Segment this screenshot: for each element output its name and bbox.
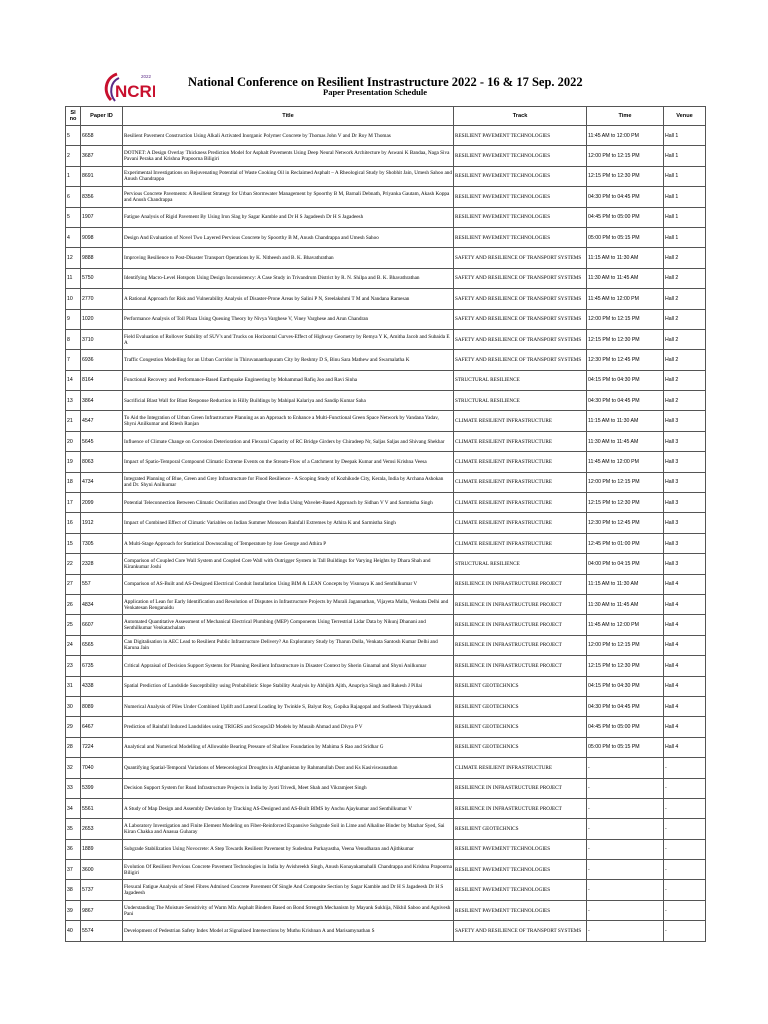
cell-sl-no: 31: [66, 676, 81, 696]
cell-time: 12:45 PM to 01:00 PM: [587, 533, 664, 553]
cell-venue: Hall 2: [664, 370, 706, 390]
cell-sl-no: 37: [66, 860, 81, 880]
cell-title: Pervious Concrete Pavements: A Resilient Strategy for Urban Stormwater Management by Spoorthy B M, Barnali Debnath, Priyanka Gautam, Akash Koppa and Anush Chandrappa: [123, 187, 454, 207]
cell-track: CLIMATE RESILIENT INFRASTRUCTURE: [454, 493, 587, 513]
cell-paper-id: 5737: [81, 880, 123, 900]
cell-venue: Hall 2: [664, 350, 706, 370]
cell-title: Subgrade Stabilization Using Novocrete: A Step Towards Resilient Pavement by Sudeshna Purkayastha, Veena Venudharan and Ajithkumar: [123, 839, 454, 859]
cell-title: Field Evaluation of Rollover Stability of SUV's and Trucks on Horizontal Curves-Effect of Highway Geometry by Remya Y K, Amitha Jacob and Subaida E A: [123, 329, 454, 349]
cell-paper-id: 8356: [81, 187, 123, 207]
cell-venue: Hall 2: [664, 309, 706, 329]
table-row: [66, 411, 706, 431]
cell-sl-no: 35: [66, 819, 81, 839]
cell-time: -: [587, 758, 664, 778]
cell-title: Flexural Fatigue Analysis of Steel Fibres Admixed Concrete Pavement Of Single And Composite Section by Sagar Kamble and Dr H S Jagadeesh Dr H S Jagadeesh: [123, 880, 454, 900]
cell-paper-id: 1912: [81, 513, 123, 533]
cell-track: RESILIENCE IN INFRASTRUCTURE PROJECT: [454, 594, 587, 614]
cell-venue: Hall 3: [664, 493, 706, 513]
cell-sl-no: 6: [66, 187, 81, 207]
cell-time: 11:45 AM to 12:00 PM: [587, 126, 664, 146]
cell-paper-id: 8089: [81, 696, 123, 716]
col-track: Track: [454, 107, 587, 126]
cell-venue: Hall 3: [664, 411, 706, 431]
cell-track: CLIMATE RESILIENT INFRASTRUCTURE: [454, 513, 587, 533]
col-venue: Venue: [664, 107, 706, 126]
cell-paper-id: 9867: [81, 900, 123, 920]
logo-year: 2022: [141, 74, 152, 79]
cell-sl-no: 33: [66, 778, 81, 798]
cell-sl-no: 40: [66, 921, 81, 941]
cell-paper-id: 2770: [81, 289, 123, 309]
cell-title: Improving Resilience to Post-Disaster Transport Operations by K. Nitheesh and B. K. Bhavathrathan: [123, 248, 454, 268]
schedule-subtitle: Paper Presentation Schedule: [323, 87, 428, 97]
table-row: [66, 431, 706, 451]
cell-sl-no: 28: [66, 737, 81, 757]
table-row: [66, 391, 706, 411]
cell-title: A Rational Approach for Risk and Vulnerability Analysis of Disaster-Prone Areas by Salini P N, Sreelakshmi T M and Nandana Ramesan: [123, 289, 454, 309]
schedule-sheet: [65, 65, 705, 945]
cell-track: RESILIENT PAVEMENT TECHNOLOGIES: [454, 126, 587, 146]
cell-paper-id: 6735: [81, 656, 123, 676]
cell-track: RESILIENT PAVEMENT TECHNOLOGIES: [454, 187, 587, 207]
table-row: [66, 676, 706, 696]
table-row: [66, 717, 706, 737]
cell-title: Integrated Planning of Blue, Green and Grey Infrastructure for Flood Resilience - A Scoping Study of Kozhikode City, Kerala, India by Archana Ashokan and Dr. Shyni Anilkumar: [123, 472, 454, 492]
cell-sl-no: 19: [66, 452, 81, 472]
cell-time: -: [587, 819, 664, 839]
cell-sl-no: 39: [66, 900, 81, 920]
cell-track: SAFETY AND RESILIENCE OF TRANSPORT SYSTEMS: [454, 329, 587, 349]
col-time: Time: [587, 107, 664, 126]
cell-venue: Hall 1: [664, 207, 706, 227]
cell-track: RESILIENT GEOTECHNICS: [454, 819, 587, 839]
cell-paper-id: 2653: [81, 819, 123, 839]
cell-venue: Hall 2: [664, 248, 706, 268]
cell-track: RESILIENCE IN INFRASTRUCTURE PROJECT: [454, 635, 587, 655]
cell-sl-no: 38: [66, 880, 81, 900]
cell-venue: -: [664, 880, 706, 900]
cell-venue: Hall 1: [664, 227, 706, 247]
table-row: [66, 166, 706, 186]
cell-track: CLIMATE RESILIENT INFRASTRUCTURE: [454, 431, 587, 451]
cell-time: -: [587, 900, 664, 920]
cell-sl-no: 24: [66, 635, 81, 655]
cell-time: 11:15 AM to 11:30 AM: [587, 411, 664, 431]
table-row: [66, 187, 706, 207]
cell-sl-no: 27: [66, 574, 81, 594]
schedule-table: [65, 106, 706, 942]
cell-venue: Hall 2: [664, 289, 706, 309]
cell-venue: Hall 2: [664, 391, 706, 411]
cell-paper-id: 1889: [81, 839, 123, 859]
cell-sl-no: 10: [66, 289, 81, 309]
cell-time: 12:30 PM to 12:45 PM: [587, 350, 664, 370]
cell-sl-no: 21: [66, 411, 81, 431]
cell-track: CLIMATE RESILIENT INFRASTRUCTURE: [454, 411, 587, 431]
cell-sl-no: 4: [66, 227, 81, 247]
cell-venue: Hall 1: [664, 187, 706, 207]
cell-venue: Hall 2: [664, 329, 706, 349]
cell-time: 11:45 AM to 12:00 PM: [587, 289, 664, 309]
cell-title: Potential Teleconnection Between Climatic Oscillation and Drought Over India Using Wavelet-Based Approach by Sidhan V V and Sarmistha Singh: [123, 493, 454, 513]
cell-track: SAFETY AND RESILIENCE OF TRANSPORT SYSTEMS: [454, 350, 587, 370]
cell-track: RESILIENCE IN INFRASTRUCTURE PROJECT: [454, 798, 587, 818]
cell-sl-no: 18: [66, 472, 81, 492]
cell-paper-id: 6936: [81, 350, 123, 370]
table-row: [66, 533, 706, 553]
cell-time: 12:15 PM to 12:30 PM: [587, 656, 664, 676]
cell-track: RESILIENCE IN INFRASTRUCTURE PROJECT: [454, 574, 587, 594]
cell-sl-no: 36: [66, 839, 81, 859]
cell-time: 11:30 AM to 11:45 AM: [587, 431, 664, 451]
cell-time: -: [587, 778, 664, 798]
cell-title: Fatigue Analysis of Rigid Pavement By Using Iron Slag by Sagar Kamble and Dr H S Jagadeesh Dr H S Jagadeesh: [123, 207, 454, 227]
cell-title: Quantifying Spatial-Temporal Variations of Meteorological Droughts in Afghanistan by Rahmatullah Dost and Ks Kasiviswanathan: [123, 758, 454, 778]
table-row: [66, 798, 706, 818]
cell-time: 12:15 PM to 12:30 PM: [587, 493, 664, 513]
cell-paper-id: 8164: [81, 370, 123, 390]
cell-venue: -: [664, 758, 706, 778]
table-row: [66, 513, 706, 533]
cell-paper-id: 5750: [81, 268, 123, 288]
cell-time: 12:15 PM to 12:30 PM: [587, 329, 664, 349]
table-row: [66, 472, 706, 492]
cell-title: Impact of Combined Effect of Climatic Variables on Indian Summer Monsoon Rainfall Extremes by Athira K and Sarmistha Singh: [123, 513, 454, 533]
cell-track: CLIMATE RESILIENT INFRASTRUCTURE: [454, 472, 587, 492]
cell-time: 05:00 PM to 05:15 PM: [587, 227, 664, 247]
cell-paper-id: 6467: [81, 717, 123, 737]
cell-sl-no: 22: [66, 554, 81, 574]
cell-track: CLIMATE RESILIENT INFRASTRUCTURE: [454, 452, 587, 472]
cell-sl-no: 7: [66, 350, 81, 370]
cell-venue: Hall 4: [664, 737, 706, 757]
cell-track: STRUCTURAL RESILIENCE: [454, 554, 587, 574]
cell-sl-no: 23: [66, 656, 81, 676]
cell-paper-id: 6565: [81, 635, 123, 655]
cell-venue: -: [664, 921, 706, 941]
cell-paper-id: 4834: [81, 594, 123, 614]
cell-title: Traffic Congestion Modelling for an Urban Corridor in Thiruvananthapuram City by Reshmy D S, Binu Sara Mathew and Swarnalatha K: [123, 350, 454, 370]
conference-title: National Conference on Resilient Instrastructure 2022 - 16 & 17 Sep. 2022: [188, 75, 583, 89]
cell-time: 04:30 PM to 04:45 PM: [587, 391, 664, 411]
cell-paper-id: 7224: [81, 737, 123, 757]
cell-venue: Hall 4: [664, 635, 706, 655]
cell-venue: Hall 3: [664, 513, 706, 533]
cell-venue: Hall 4: [664, 676, 706, 696]
cell-paper-id: 2328: [81, 554, 123, 574]
table-row: [66, 126, 706, 146]
logo-mark-icon: [101, 70, 155, 104]
cell-sl-no: 25: [66, 615, 81, 635]
table-row: [66, 839, 706, 859]
cell-paper-id: 7040: [81, 758, 123, 778]
cell-track: RESILIENCE IN INFRASTRUCTURE PROJECT: [454, 778, 587, 798]
logo-text: NCRI: [115, 82, 155, 101]
cell-title: Functional Recovery and Performance-Based Earthquake Engineering by Mohammad Rafiq Joo and Ravi Sinha: [123, 370, 454, 390]
cell-paper-id: 3710: [81, 329, 123, 349]
cell-track: RESILIENCE IN INFRASTRUCTURE PROJECT: [454, 615, 587, 635]
cell-track: RESILIENT GEOTECHNICS: [454, 717, 587, 737]
cell-track: SAFETY AND RESILIENCE OF TRANSPORT SYSTEMS: [454, 289, 587, 309]
cell-venue: Hall 4: [664, 615, 706, 635]
table-row: [66, 227, 706, 247]
cell-track: SAFETY AND RESILIENCE OF TRANSPORT SYSTEMS: [454, 268, 587, 288]
cell-title: Evolution Of Resilient Pervious Concrete Pavement Technologies in India by Avishreekh Singh, Anush Konayakamahalli Chandrappa and Krishna Prapoorna Biligiri: [123, 860, 454, 880]
cell-paper-id: 5399: [81, 778, 123, 798]
cell-title: Identifying Macro-Level Hotspots Using Design Inconsistency: A Case Study in Trivandrum District by R. N. Shilpa and B. K. Bhavathrathan: [123, 268, 454, 288]
cell-title: Critical Appraisal of Decision Support Systems for Planning Resilient Infrastructure in Disaster Context by Sherin Ginamal and Shyni Anilkumar: [123, 656, 454, 676]
cell-track: SAFETY AND RESILIENCE OF TRANSPORT SYSTEMS: [454, 921, 587, 941]
cell-venue: Hall 4: [664, 594, 706, 614]
cell-venue: Hall 3: [664, 452, 706, 472]
cell-sl-no: 8: [66, 329, 81, 349]
table-row: [66, 921, 706, 941]
cell-title: Performance Analysis of Toll Plaza Using Queuing Theory by Nivya Varghese V, Viney Varghese and Arun Chandran: [123, 309, 454, 329]
cell-track: RESILIENT PAVEMENT TECHNOLOGIES: [454, 880, 587, 900]
cell-track: RESILIENT PAVEMENT TECHNOLOGIES: [454, 839, 587, 859]
cell-time: 11:15 AM to 11:30 AM: [587, 574, 664, 594]
cell-title: Spatial Prediction of Landslide Susceptibility using Probabilistic Slope Stability Analysis by Abhijith Ajith, Anupriya Singh and Rakesh J Pillai: [123, 676, 454, 696]
col-paper-id: Paper ID: [81, 107, 123, 126]
cell-time: 12:15 PM to 12:30 PM: [587, 166, 664, 186]
cell-venue: -: [664, 860, 706, 880]
cell-sl-no: 11: [66, 268, 81, 288]
ncri-logo: [101, 70, 155, 104]
cell-time: -: [587, 921, 664, 941]
cell-time: 12:00 PM to 12:15 PM: [587, 472, 664, 492]
cell-title: A Multi-Stage Approach for Statistical Downscaling of Temperature by Jose George and Athira P: [123, 533, 454, 553]
cell-sl-no: 17: [66, 493, 81, 513]
cell-time: 12:00 PM to 12:15 PM: [587, 309, 664, 329]
cell-title: Understanding The Moisture Sensitivity of Warm Mix Asphalt Binders Based on Bond Strength Mechanism by Mayank Sukhija, Nikhil Saboo and Agnivesh Pani: [123, 900, 454, 920]
cell-paper-id: 7305: [81, 533, 123, 553]
cell-track: RESILIENT PAVEMENT TECHNOLOGIES: [454, 166, 587, 186]
cell-sl-no: 20: [66, 431, 81, 451]
cell-venue: -: [664, 778, 706, 798]
cell-venue: Hall 4: [664, 696, 706, 716]
cell-paper-id: 6607: [81, 615, 123, 635]
cell-time: 11:15 AM to 11:30 AM: [587, 248, 664, 268]
cell-venue: Hall 1: [664, 126, 706, 146]
cell-venue: Hall 1: [664, 166, 706, 186]
cell-paper-id: 1020: [81, 309, 123, 329]
cell-paper-id: 8063: [81, 452, 123, 472]
cell-track: RESILIENT GEOTECHNICS: [454, 737, 587, 757]
cell-venue: Hall 1: [664, 146, 706, 166]
table-row: [66, 493, 706, 513]
cell-sl-no: 15: [66, 533, 81, 553]
table-row: [66, 574, 706, 594]
cell-venue: Hall 4: [664, 656, 706, 676]
cell-venue: Hall 3: [664, 554, 706, 574]
table-row: [66, 309, 706, 329]
table-row: [66, 146, 706, 166]
cell-title: Comparison of AS-Built and AS-Designed Electrical Conduit Installation Using BIM & LEAN Concepts by Visnnaya K and Senthilkumar V: [123, 574, 454, 594]
cell-sl-no: 32: [66, 758, 81, 778]
table-row: [66, 289, 706, 309]
table-row: [66, 615, 706, 635]
cell-sl-no: 12: [66, 248, 81, 268]
table-row: [66, 656, 706, 676]
cell-sl-no: 2: [66, 146, 81, 166]
cell-track: RESILIENT PAVEMENT TECHNOLOGIES: [454, 207, 587, 227]
table-row: [66, 370, 706, 390]
cell-title: Application of Lean for Early Identification and Resolution of Disputes in Infrastructure Projects by Murali Jagannathan, Vijayeta Malla, Venkata Delhi and Venkatesan Renganaidu: [123, 594, 454, 614]
cell-title: Design And Evaluation of Novel Two Layered Pervious Concrete by Spoorthy B M, Anush Chandrappa and Umesh Sahoo: [123, 227, 454, 247]
cell-track: RESILIENT GEOTECHNICS: [454, 676, 587, 696]
table-row: [66, 452, 706, 472]
cell-track: CLIMATE RESILIENT INFRASTRUCTURE: [454, 533, 587, 553]
table-row: [66, 554, 706, 574]
cell-paper-id: 4734: [81, 472, 123, 492]
table-header-row: [66, 107, 706, 126]
cell-paper-id: 9888: [81, 248, 123, 268]
table-row: [66, 819, 706, 839]
cell-paper-id: 8691: [81, 166, 123, 186]
cell-title: Development of Pedestrian Safety Index Model at Signalized Intersections by Muthu Krishnan A and Marisamynathan S: [123, 921, 454, 941]
cell-title: Comparison of Coupled Core Wall System and Coupled Core Wall with Outrigger System in Tall Buildings for Varying Heights by Dhara Shah and Kirankumar Joshi: [123, 554, 454, 574]
cell-time: 04:00 PM to 04:15 PM: [587, 554, 664, 574]
cell-title: To Aid the Integration of Urban Green Infrastructure Planning as an Approach to Enhance a Multi-Functional Green Space Network by Vandana Yadav, Shyni Anilkumar and Ritesh Ranjan: [123, 411, 454, 431]
table-row: [66, 778, 706, 798]
cell-track: RESILIENT GEOTECHNICS: [454, 696, 587, 716]
cell-track: RESILIENT PAVEMENT TECHNOLOGIES: [454, 146, 587, 166]
cell-title: Prediction of Rainfall Induced Landslides using TRIGRS and Scoops3D Models by Musaib Ahmad and Divya P V: [123, 717, 454, 737]
cell-venue: Hall 3: [664, 533, 706, 553]
cell-title: A Study of Map Design and Assembly Deviation by Tracking AS-Designed and AS-Built BIMS by Anchu Ajaykumar and Senthilkumar V: [123, 798, 454, 818]
cell-paper-id: 5574: [81, 921, 123, 941]
cell-track: RESILIENCE IN INFRASTRUCTURE PROJECT: [454, 656, 587, 676]
cell-venue: Hall 4: [664, 717, 706, 737]
cell-sl-no: 13: [66, 391, 81, 411]
cell-title: DOTNET: A Design Overlay Thickness Prediction Model for Asphalt Pavements Using Deep Neural Network Architecture by Aswani K Bandaa, Naga Siva Pavani Peraka and Krishna Prapoorna Biligiri: [123, 146, 454, 166]
cell-time: 05:00 PM to 05:15 PM: [587, 737, 664, 757]
cell-title: Influence of Climate Change on Corrosion Deterioration and Flexural Capacity of RC Bridge Girders by Chiradeep Nr, Saljas Saljas and Shivang Shekhar: [123, 431, 454, 451]
cell-venue: -: [664, 798, 706, 818]
cell-time: 04:30 PM to 04:45 PM: [587, 187, 664, 207]
cell-time: 04:15 PM to 04:30 PM: [587, 676, 664, 696]
cell-title: Can Digitalisation in AEC Lead to Resilient Public Infrastructure Delivery? An Exploratory Study by Tharun Dolla, Venkata Santosh Kumar Delhi and Karuna Jain: [123, 635, 454, 655]
cell-venue: -: [664, 819, 706, 839]
cell-paper-id: 5561: [81, 798, 123, 818]
cell-sl-no: 5: [66, 126, 81, 146]
table-row: [66, 248, 706, 268]
cell-time: -: [587, 880, 664, 900]
cell-sl-no: 30: [66, 696, 81, 716]
cell-title: Experimental Investigations on Rejuvenating Potential of Waste Cooking Oil in Reclaimed Asphalt – A Rheological Study by Shobhit Jain, Umesh Sahoo and Anush Chandrappa: [123, 166, 454, 186]
cell-time: -: [587, 839, 664, 859]
cell-title: Impact of Spatio-Temporal Compound Climatic Extreme Events on the Stream-Flow of a Catchment by Deepak Kumar and Vemsi Krishna Veesa: [123, 452, 454, 472]
col-sl-no: Sl no: [66, 107, 81, 126]
cell-time: 11:30 AM to 11:45 AM: [587, 594, 664, 614]
cell-sl-no: 16: [66, 513, 81, 533]
cell-paper-id: 3864: [81, 391, 123, 411]
cell-venue: Hall 2: [664, 268, 706, 288]
table-row: [66, 758, 706, 778]
cell-title: Numerical Analysis of Piles Under Combined Uplift and Lateral Loading by Twinkle S, Balyut Roy, Gopika Rajagopal and Sudheesh Thiyyakkandi: [123, 696, 454, 716]
cell-time: 11:45 AM to 12:00 PM: [587, 615, 664, 635]
table-row: [66, 860, 706, 880]
cell-time: 04:15 PM to 04:30 PM: [587, 370, 664, 390]
table-row: [66, 350, 706, 370]
table-row: [66, 880, 706, 900]
cell-title: Decision Support System for Road Infrastructure Projects in India by Jyoti Trivedi, Meet Shah and Vikramjeet Singh: [123, 778, 454, 798]
cell-time: 11:45 AM to 12:00 PM: [587, 452, 664, 472]
cell-venue: Hall 3: [664, 472, 706, 492]
cell-title: Automated Quantitative Assessment of Mechanical Electrical Plumbing (MEP) Components Using Terrestrial Lidar Data by Nikunj Dhanani and Senthilkumar Venkatachalam: [123, 615, 454, 635]
cell-time: 04:30 PM to 04:45 PM: [587, 696, 664, 716]
cell-paper-id: 9098: [81, 227, 123, 247]
cell-title: A Laboratory Investigation and Finite Element Modeling on Fiber-Reinforced Expansive Subgrade Soil in Lime and Alkaline Binder by Mazhar Syed, Sai Kiran Chakka and Anasua Guharay: [123, 819, 454, 839]
table-row: [66, 594, 706, 614]
cell-track: RESILIENT PAVEMENT TECHNOLOGIES: [454, 227, 587, 247]
cell-title: Resilient Pavement Construction Using Alkali Activated Inorganic Polymer Concrete by Thomas John V and Dr Roy M Thomas: [123, 126, 454, 146]
cell-time: 11:30 AM to 11:45 AM: [587, 268, 664, 288]
cell-paper-id: 5645: [81, 431, 123, 451]
cell-sl-no: 26: [66, 594, 81, 614]
cell-venue: -: [664, 839, 706, 859]
cell-paper-id: 2099: [81, 493, 123, 513]
table-body: [66, 126, 706, 942]
cell-track: CLIMATE RESILIENT INFRASTRUCTURE: [454, 758, 587, 778]
cell-paper-id: 557: [81, 574, 123, 594]
cell-sl-no: 9: [66, 309, 81, 329]
cell-sl-no: 29: [66, 717, 81, 737]
table-row: [66, 329, 706, 349]
cell-title: Sacrificial Blast Wall for Blast Response Reduction in Hilly Buildings by Mahipal Kalariya and Sandip Kumar Saha: [123, 391, 454, 411]
cell-track: SAFETY AND RESILIENCE OF TRANSPORT SYSTEMS: [454, 248, 587, 268]
cell-track: STRUCTURAL RESILIENCE: [454, 370, 587, 390]
cell-track: STRUCTURAL RESILIENCE: [454, 391, 587, 411]
cell-venue: -: [664, 900, 706, 920]
table-row: [66, 635, 706, 655]
cell-sl-no: 1: [66, 166, 81, 186]
cell-time: 04:45 PM to 05:00 PM: [587, 717, 664, 737]
cell-sl-no: 5: [66, 207, 81, 227]
table-row: [66, 737, 706, 757]
cell-sl-no: 34: [66, 798, 81, 818]
cell-paper-id: 3600: [81, 860, 123, 880]
cell-title: Analytical and Numerical Modelling of Allowable Bearing Pressure of Shallow Foundation by Mahima S Rao and Sridhar G: [123, 737, 454, 757]
cell-track: RESILIENT PAVEMENT TECHNOLOGIES: [454, 860, 587, 880]
table-row: [66, 207, 706, 227]
cell-paper-id: 1907: [81, 207, 123, 227]
col-title: Title: [123, 107, 454, 126]
cell-paper-id: 3687: [81, 146, 123, 166]
table-row: [66, 268, 706, 288]
cell-paper-id: 4338: [81, 676, 123, 696]
cell-track: RESILIENT PAVEMENT TECHNOLOGIES: [454, 900, 587, 920]
cell-venue: Hall 4: [664, 574, 706, 594]
cell-time: 12:30 PM to 12:45 PM: [587, 513, 664, 533]
cell-time: 12:00 PM to 12:15 PM: [587, 146, 664, 166]
header: [65, 65, 705, 109]
table-row: [66, 696, 706, 716]
cell-paper-id: 6658: [81, 126, 123, 146]
cell-time: -: [587, 860, 664, 880]
table-row: [66, 900, 706, 920]
cell-track: SAFETY AND RESILIENCE OF TRANSPORT SYSTEMS: [454, 309, 587, 329]
cell-sl-no: 14: [66, 370, 81, 390]
cell-venue: Hall 3: [664, 431, 706, 451]
cell-time: 12:00 PM to 12:15 PM: [587, 635, 664, 655]
cell-paper-id: 4547: [81, 411, 123, 431]
cell-time: 04:45 PM to 05:00 PM: [587, 207, 664, 227]
cell-time: -: [587, 798, 664, 818]
